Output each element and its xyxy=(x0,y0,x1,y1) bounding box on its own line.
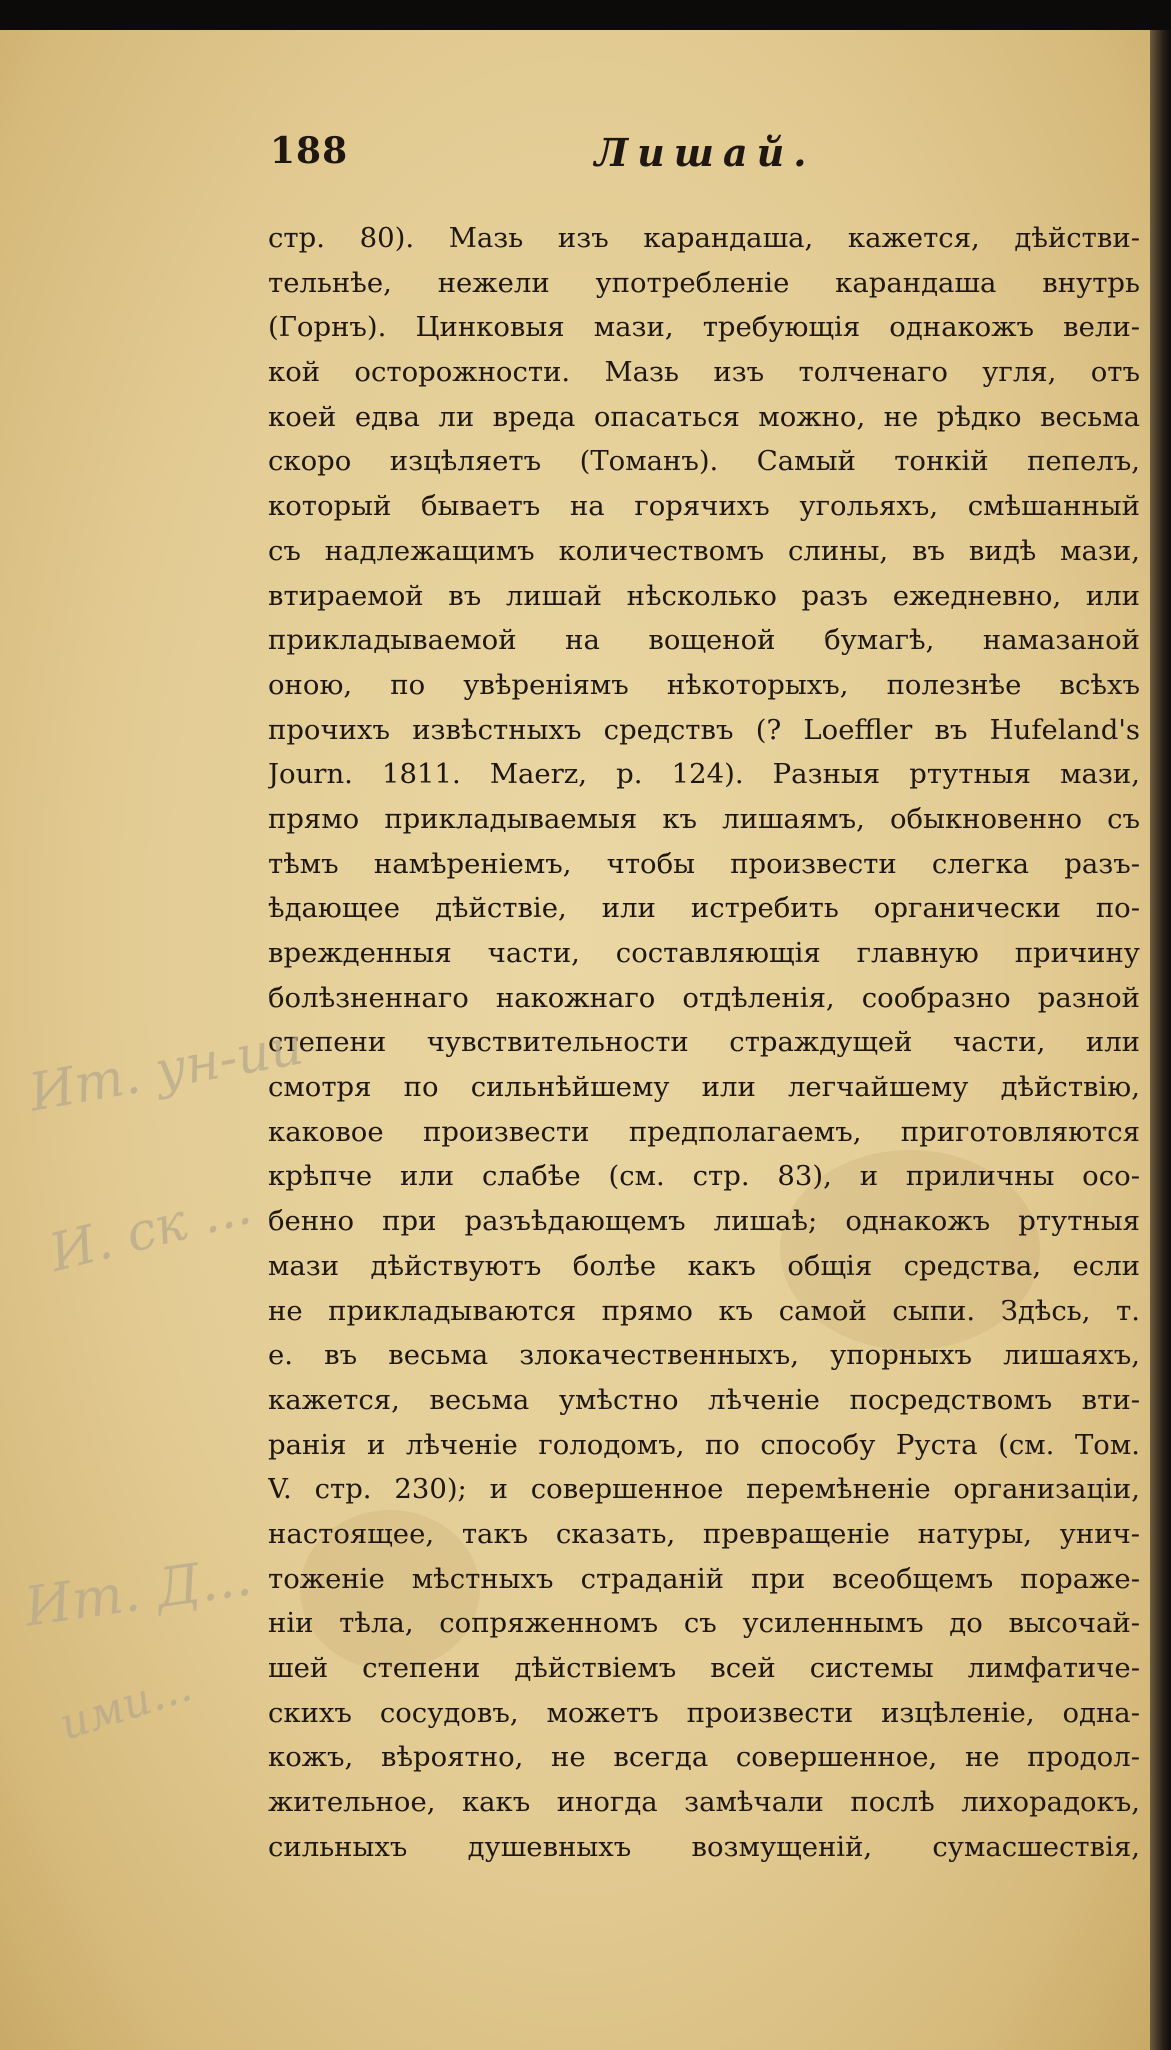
text-line: каковое произвести предполагаемъ, приготовляются xyxy=(268,1115,1140,1148)
text-line: скоро изцѣляетъ (Томанъ). Самый тонкій пепелъ, xyxy=(268,445,1140,478)
text-line: смотря по сильнѣйшему или легчайшему дѣйствію, xyxy=(268,1071,1140,1104)
text-line: ѣдающее дѣйствіе, или истребить органически по- xyxy=(268,892,1140,925)
text-line: стр. 80). Мазь изъ карандаша, кажется, дѣйстви- xyxy=(268,222,1140,254)
text-line: тельнѣе, нежели употребленіе карандаша внутрь xyxy=(268,266,1140,299)
text-line: оною, по увѣреніямъ нѣкоторыхъ, полезнѣе всѣхъ xyxy=(268,668,1140,701)
text-line: настоящее, такъ сказать, превращеніе натуры, унич- xyxy=(268,1517,1140,1550)
text-line: врежденныя части, составляющія главную причину xyxy=(268,937,1140,969)
text-line: жительное, какъ иногда замѣчали послѣ лихорадокъ, xyxy=(268,1786,1140,1819)
text-line: прямо прикладываемыя къ лишаямъ, обыкновенно съ xyxy=(268,802,1140,835)
page-edge xyxy=(1150,30,1171,2050)
page-number: 188 xyxy=(270,130,349,172)
text-line: шей степени дѣйствіемъ всей системы лимфатиче- xyxy=(268,1652,1140,1684)
text-line: степени чувствительности страждущей части, или xyxy=(268,1026,1140,1059)
running-title: Лишай. xyxy=(594,130,816,175)
text-line: тоженіе мѣстныхъ страданій при всеобщемъ пораже- xyxy=(268,1562,1140,1595)
text-line: съ надлежащимъ количествомъ слины, въ видѣ мази, xyxy=(268,534,1140,567)
text-line: V. стр. 230); и совершенное перемѣненіе организаціи, xyxy=(268,1473,1140,1506)
text-line: не прикладываются прямо къ самой сыпи. Здѣсь, т. xyxy=(268,1294,1140,1327)
text-line: прикладываемой на вощеной бумагѣ, намазаной xyxy=(268,624,1140,657)
text-line: (Горнъ). Цинковыя мази, требующія однакожъ вели- xyxy=(268,311,1140,344)
page-header xyxy=(270,130,1140,190)
text-line: Journ. 1811. Maerz, p. 124). Разныя ртутныя мази, xyxy=(268,758,1140,791)
margin-note: ими... xyxy=(53,1660,198,1751)
text-line: кожъ, вѣроятно, не всегда совершенное, не продол- xyxy=(268,1741,1140,1774)
text-line: болѣзненнаго накожнаго отдѣленія, сообразно разной xyxy=(268,981,1140,1014)
margin-note: Ит. ун-ии xyxy=(24,1016,308,1124)
text-line: который бываетъ на горячихъ угольяхъ, смѣшанный xyxy=(268,490,1140,523)
text-line: ранія и лѣченіе голодомъ, по способу Руста (см. Том. xyxy=(268,1428,1140,1461)
text-line: втираемой въ лишай нѣсколько разъ ежедневно, или xyxy=(268,579,1140,612)
text-line: ніи тѣла, сопряженномъ съ усиленнымъ до высочай- xyxy=(268,1607,1140,1640)
text-line: сильныхъ душевныхъ возмущеній, сумасшествія, xyxy=(268,1830,1140,1863)
text-line: кажется, весьма умѣстно лѣченіе посредствомъ вти- xyxy=(268,1383,1140,1416)
text-line: бенно при разъѣдающемъ лишаѣ; однакожъ ртутныя xyxy=(268,1205,1140,1238)
margin-note: Ит. Д... xyxy=(20,1544,256,1639)
text-line: кой осторожности. Мазь изъ толченаго угля, отъ xyxy=(268,356,1140,389)
text-line: мази дѣйствуютъ болѣе какъ общія средства, если xyxy=(268,1249,1140,1282)
book-page xyxy=(0,30,1150,2050)
text-line: скихъ сосудовъ, можетъ произвести изцѣленіе, одна- xyxy=(268,1696,1140,1729)
text-line: крѣпче или слабѣе (см. стр. 83), и приличны осо- xyxy=(268,1160,1140,1193)
margin-note: И. ск ... xyxy=(43,1176,257,1284)
text-line: тѣмъ намѣреніемъ, чтобы произвести слегка разъ- xyxy=(268,847,1140,880)
body-text xyxy=(268,216,1140,1869)
text-line: е. въ весьма злокачественныхъ, упорныхъ лишаяхъ, xyxy=(268,1339,1140,1372)
text-line: коей едва ли вреда опасаться можно, не рѣдко весьма xyxy=(268,400,1140,433)
text-line: прочихъ извѣстныхъ средствъ (? Loeffler въ Hufeland's xyxy=(268,713,1140,746)
